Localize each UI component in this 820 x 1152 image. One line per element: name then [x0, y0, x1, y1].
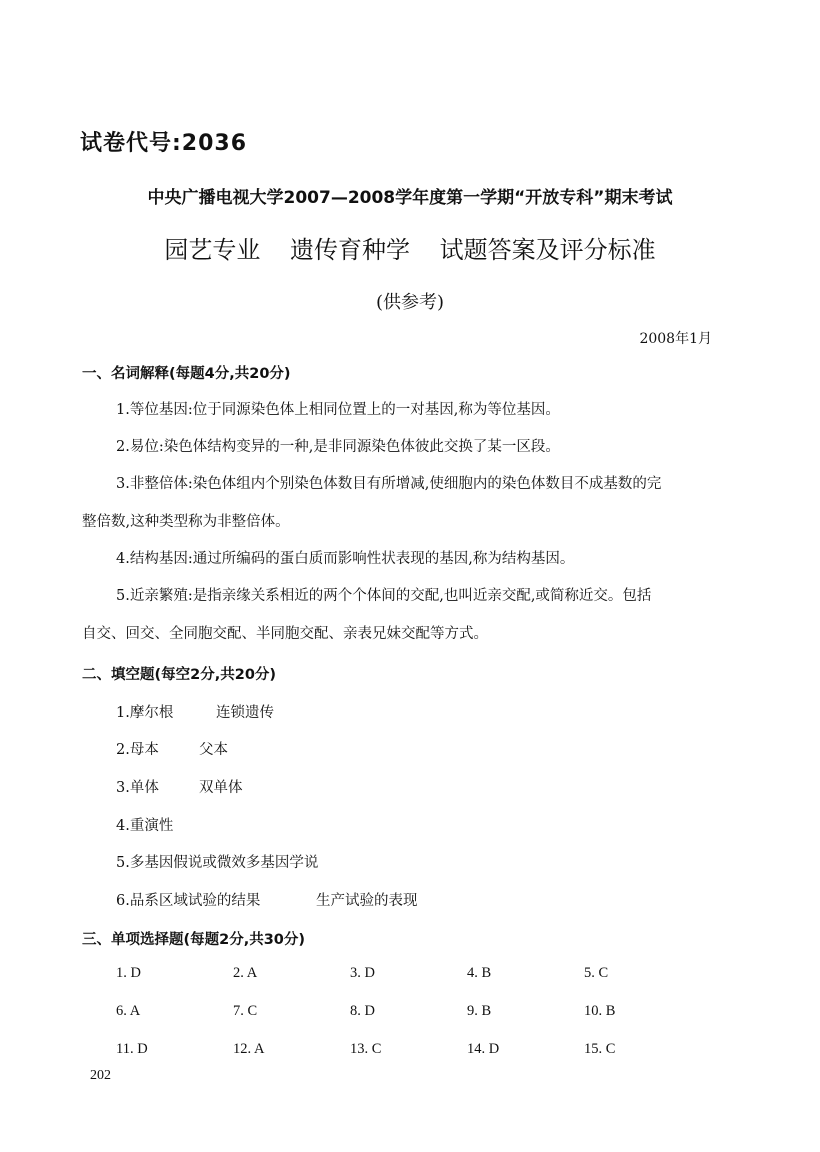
blank-1: 6.品系区域试验的结果: [116, 893, 261, 909]
fill-blank-answer: [116, 889, 418, 910]
fill-blank-answer: [116, 776, 243, 797]
choice-answer: 10. B: [584, 1003, 616, 1019]
blank-1: 1.摩尔根: [116, 705, 174, 721]
choice-answer: 9. B: [467, 1003, 492, 1019]
choice-answer: 14. D: [467, 1041, 500, 1057]
section-3-heading: 三、单项选择题(每题2分,共30分): [82, 932, 306, 948]
blank-1: 5.多基因假说或微效多基因学说: [116, 855, 319, 871]
blank-1: 2.母本: [116, 742, 159, 758]
choice-answer: 12. A: [233, 1041, 265, 1057]
fill-blank-answer: [116, 851, 318, 872]
fill-blank-answer: [116, 738, 228, 759]
definition-item: 2.易位:染色体结构变异的一种,是非同源染色体彼此交换了某一区段。: [116, 439, 560, 455]
blank-2: 双单体: [199, 780, 243, 796]
section-2-heading: 二、填空题(每空2分,共20分): [82, 667, 277, 683]
choice-answer: 6. A: [116, 1003, 141, 1019]
page-number: 202: [90, 1068, 111, 1083]
blank-1: 3.单体: [116, 780, 159, 796]
blank-1: 4.重演性: [116, 818, 174, 834]
fill-blank-answer: [116, 814, 173, 835]
choice-answer: 7. C: [233, 1003, 258, 1019]
definition-item: 5.近亲繁殖:是指亲缘关系相近的两个个体间的交配,也叫近亲交配,或简称近交。包括: [116, 588, 652, 604]
blank-2: 生产试验的表现: [316, 893, 418, 909]
choice-answer: 15. C: [584, 1041, 616, 1057]
section-1-heading: 一、名词解释(每题4分,共20分): [82, 366, 291, 382]
definition-item-continued: 自交、回交、全同胞交配、半同胞交配、亲表兄妹交配等方式。: [82, 626, 488, 642]
choice-answer: 1. D: [116, 965, 141, 981]
blank-2: 连锁遗传: [216, 705, 274, 721]
choice-answer: 4. B: [467, 965, 492, 981]
choice-answer: 11. D: [116, 1041, 148, 1057]
reference-note: (供参考): [375, 292, 445, 313]
choice-answer: 2. A: [233, 965, 258, 981]
fill-blank-answer: [116, 701, 274, 722]
choice-answer: 5. C: [584, 965, 609, 981]
exam-code: 试卷代号:2036: [80, 131, 248, 156]
definition-item-continued: 整倍数,这种类型称为非整倍体。: [82, 514, 290, 530]
major-name: 园艺专业: [164, 236, 261, 264]
definition-item: 3.非整倍体:染色体组内个别染色体数目有所增减,使细胞内的染色体数目不成基数的完: [116, 476, 662, 492]
choice-answer: 3. D: [350, 965, 375, 981]
exam-title: 中央广播电视大学2007—2008学年度第一学期“开放专科”期末考试: [147, 188, 673, 208]
definition-item: 4.结构基因:通过所编码的蛋白质而影响性状表现的基因,称为结构基因。: [116, 551, 575, 567]
exam-date: 2008年1月: [639, 331, 712, 347]
definition-item: 1.等位基因:位于同源染色体上相同位置上的一对基因,称为等位基因。: [116, 402, 560, 418]
subject-title: [0, 230, 820, 265]
blank-2: 父本: [199, 742, 228, 758]
choice-answer: 8. D: [350, 1003, 375, 1019]
choice-answer: 13. C: [350, 1041, 382, 1057]
doc-type: 试题答案及评分标准: [439, 236, 656, 264]
course-name: 遗传育种学: [290, 236, 410, 264]
